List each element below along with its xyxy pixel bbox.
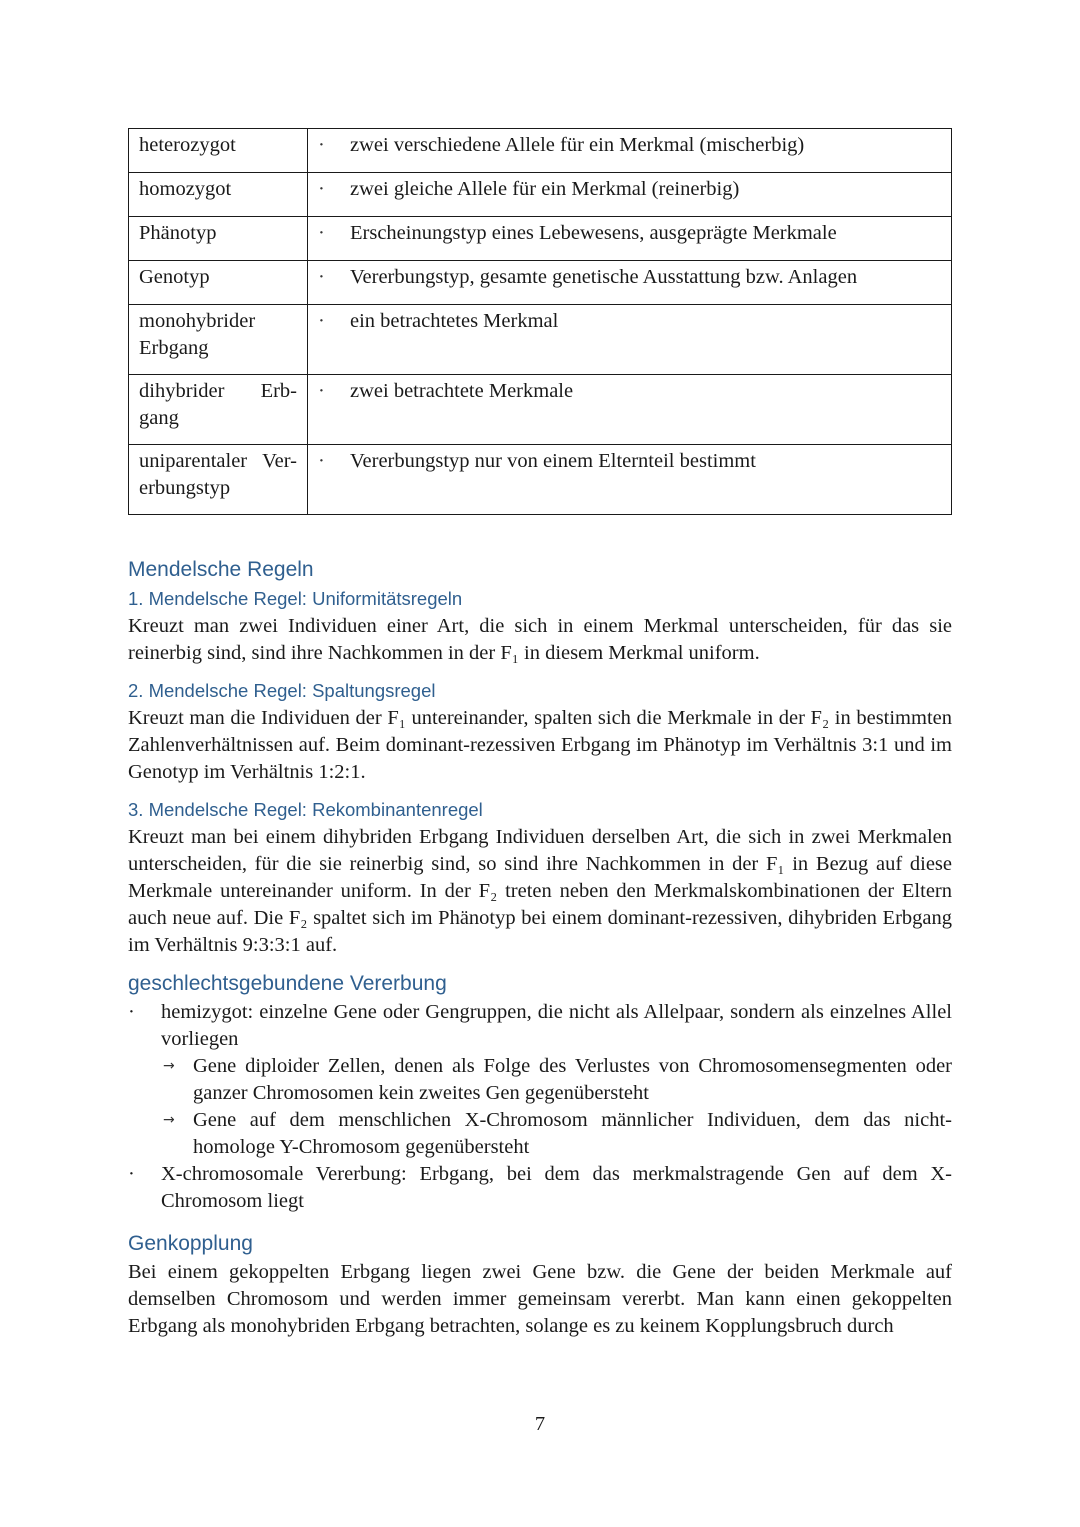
definition-cell bbox=[308, 261, 952, 305]
list-item bbox=[128, 1161, 952, 1215]
table-row bbox=[129, 261, 952, 305]
linkage-text: Bei einem gekoppelten Erbgang liegen zwei Gene bzw. die Gene der beiden Merkmale auf demselben Chromosom und werden immer gemeinsam vererbt. Man kann einen gekoppelten Erbgang als monohybriden Erbgang betrachten, solange es zu keinem Kopplungsbruch durch bbox=[128, 1261, 952, 1337]
definition-text: Vererbungstyp, gesamte genetische Ausstattung bzw. Anlagen bbox=[350, 266, 858, 288]
term-cell: homozygot bbox=[129, 173, 308, 217]
table-row bbox=[129, 173, 952, 217]
bullet-icon: · bbox=[318, 222, 325, 244]
bullet-icon: · bbox=[318, 380, 325, 402]
list-item-text: X-chromosomale Vererbung: Erbgang, bei dem das merkmalstragende Gen auf dem X-Chromosom liegt bbox=[161, 1163, 952, 1212]
rule2-heading: 2. Mendelsche Regel: Spaltungsregel bbox=[128, 680, 436, 701]
table-row bbox=[129, 305, 952, 375]
bullet-icon: · bbox=[318, 134, 325, 156]
rule1-heading: 1. Mendelsche Regel: Uniformitätsregeln bbox=[128, 588, 463, 609]
rule2-text: Kreuzt man die Individuen der F₁ untereinander, spalten sich die Merkmale in der F₂ in bestimmten Zahlenverhältnissen auf. Beim dominant-rezessiven Erbgang im Phänotyp im Verhältnis 3:1 und im Genotyp im Verhältnis 1:2:1. bbox=[128, 707, 952, 783]
term-cell: Phänotyp bbox=[129, 217, 308, 261]
list-item bbox=[128, 999, 952, 1161]
term-line: monohybrider bbox=[139, 310, 256, 332]
term-cell: heterozygot bbox=[129, 129, 308, 173]
bullet-icon: · bbox=[318, 266, 325, 288]
bullet-icon: · bbox=[318, 310, 325, 332]
sublist-item-text: Gene auf dem menschlichen X-Chromosom männlicher Individuen, dem das nicht-homologe Y-Chromosom gegenübersteht bbox=[193, 1109, 952, 1158]
sublist-item bbox=[161, 1053, 952, 1107]
bullet-icon: · bbox=[128, 1001, 135, 1023]
bullet-icon: · bbox=[128, 1163, 135, 1185]
sublist-item bbox=[161, 1107, 952, 1161]
page-number: 7 bbox=[534, 1413, 546, 1435]
rule3-text: Kreuzt man bei einem dihybriden Erbgang Individuen derselben Art, die sich in zwei Merkmalen unterscheiden, für die sie reinerbig sind, so sind ihre Nachkommen in der F₁ in Bezug auf diese Merkmale untereinander uniform. In der F₂ treten neben den Merkmalskombinationen der Eltern auch neue auf. Die F₂ spaltet sich im Phänotyp bei einem dominant-rezessiven, dihybriden Erbgang im Verhältnis 9:3:3:1 auf. bbox=[128, 826, 952, 956]
term-cell bbox=[129, 445, 308, 515]
term-line: erbungstyp bbox=[139, 477, 231, 499]
rule1-text: Kreuzt man zwei Individuen einer Art, die sich in einem Merkmal unterscheiden, für das sie reinerbig sind, sind ihre Nachkommen in der F₁ in diesem Merkmal uniform. bbox=[128, 615, 952, 664]
definition-cell bbox=[308, 129, 952, 173]
definition-text: zwei betrachtete Merkmale bbox=[350, 380, 574, 402]
definition-text: ein betrachtetes Merkmal bbox=[350, 310, 559, 332]
glossary-table bbox=[128, 128, 952, 515]
arrow-right-icon: → bbox=[163, 1058, 175, 1074]
definition-cell bbox=[308, 445, 952, 515]
section-heading-sexlinked: geschlechtsgebundene Vererbung bbox=[128, 972, 447, 995]
term-line: dihybrider Erb- bbox=[139, 380, 297, 402]
section-heading-linkage: Genkopplung bbox=[128, 1232, 253, 1255]
term-cell bbox=[129, 305, 308, 375]
table-row bbox=[129, 129, 952, 173]
bullet-icon: · bbox=[318, 178, 325, 200]
table-row bbox=[129, 445, 952, 515]
term-cell: Genotyp bbox=[129, 261, 308, 305]
sublist-item-text: Gene diploider Zellen, denen als Folge des Verlustes von Chromosomensegmenten oder ganzer Chromosomen kein zweites Gen gegenübersteht bbox=[193, 1055, 952, 1104]
term-line: Erbgang bbox=[139, 337, 209, 359]
definition-cell bbox=[308, 173, 952, 217]
document-body bbox=[128, 555, 952, 1340]
definition-cell bbox=[308, 305, 952, 375]
hemizygot-sublist bbox=[161, 1053, 952, 1161]
definition-text: Vererbungstyp nur von einem Elternteil bestimmt bbox=[350, 450, 756, 472]
definition-text: Erscheinungstyp eines Lebewesens, ausgeprägte Merkmale bbox=[350, 222, 837, 244]
definition-cell bbox=[308, 375, 952, 445]
sexlinked-list bbox=[128, 999, 952, 1215]
list-item-text: hemizygot: einzelne Gene oder Gengruppen, die nicht als Allelpaar, sondern als einzelnes Allel vorliegen bbox=[161, 1001, 952, 1050]
section-heading-mendel: Mendelsche Regeln bbox=[128, 558, 314, 581]
definition-text: zwei verschiedene Allele für ein Merkmal (mischerbig) bbox=[350, 134, 805, 156]
rule3-heading: 3. Mendelsche Regel: Rekombinantenregel bbox=[128, 799, 483, 820]
term-line: gang bbox=[139, 407, 179, 429]
table-row bbox=[129, 217, 952, 261]
arrow-right-icon: → bbox=[163, 1112, 175, 1128]
term-line: uniparentaler Ver- bbox=[139, 450, 297, 472]
term-cell bbox=[129, 375, 308, 445]
bullet-icon: · bbox=[318, 450, 325, 472]
table-row bbox=[129, 375, 952, 445]
definition-text: zwei gleiche Allele für ein Merkmal (reinerbig) bbox=[350, 178, 740, 200]
definition-cell bbox=[308, 217, 952, 261]
